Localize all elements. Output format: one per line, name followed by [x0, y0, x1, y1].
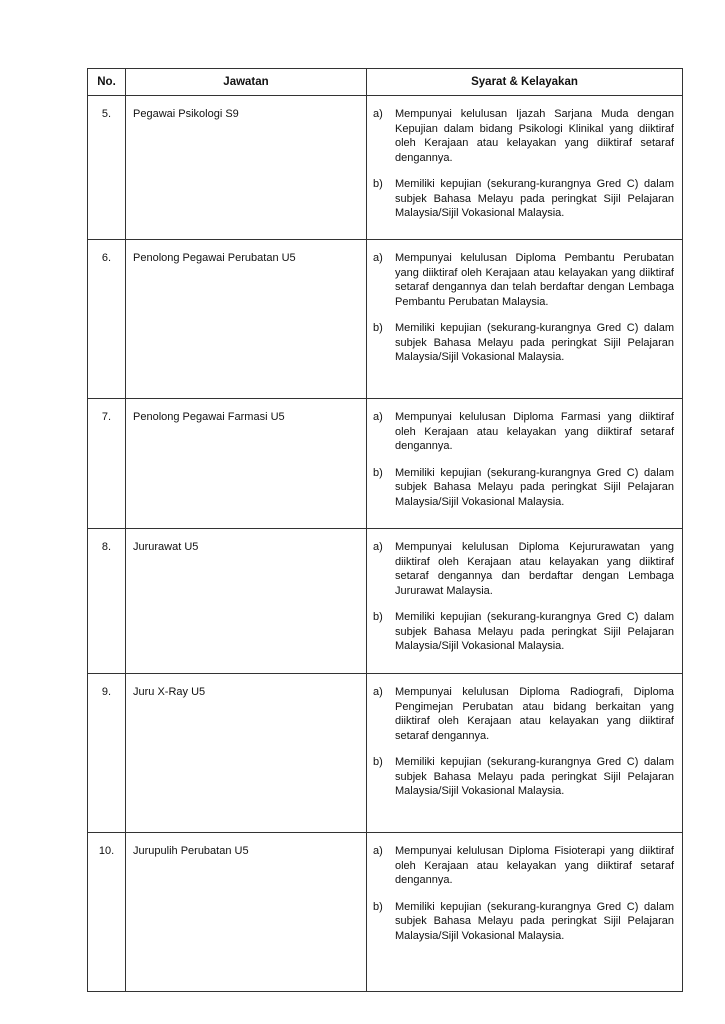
- requirement-letter: a): [373, 541, 383, 553]
- requirement-item: [373, 610, 674, 654]
- position-title: Jururawat U5: [126, 529, 367, 674]
- table-row: [88, 833, 683, 992]
- requirement-text: Memiliki kepujian (sekurang-kurangnya Gred C) dalam subjek Bahasa Melayu pada peringkat Sijil Pelajaran Malaysia/Sijil Vokasional Malaysia.: [395, 756, 674, 797]
- requirements-cell: [367, 96, 683, 240]
- requirements-cell: [367, 833, 683, 992]
- requirements-cell: [367, 529, 683, 674]
- requirement-item: [373, 900, 674, 944]
- requirement-letter: b): [373, 466, 383, 479]
- position-title: Jurupulih Perubatan U5: [126, 833, 367, 992]
- position-title: Penolong Pegawai Farmasi U5: [126, 399, 367, 529]
- requirement-letter: b): [373, 178, 383, 190]
- requirement-letter: a): [373, 252, 383, 264]
- requirement-text: Memiliki kepujian (sekurang-kurangnya Gred C) dalam subjek Bahasa Melayu pada peringkat Sijil Pelajaran Malaysia/Sijil Vokasional Malaysia.: [395, 466, 674, 508]
- requirements-cell: [367, 240, 683, 399]
- requirement-item: [373, 177, 674, 221]
- requirement-text: Mempunyai kelulusan Ijazah Sarjana Muda dengan Kepujian dalam bidang Psikologi Klinikal yang diiktiraf oleh Kerajaan atau kelayakan yang diiktiraf setaraf dengannya.: [395, 108, 674, 164]
- position-title: Penolong Pegawai Perubatan U5: [126, 240, 367, 399]
- requirement-text: Memiliki kepujian (sekurang-kurangnya Gred C) dalam subjek Bahasa Melayu pada peringkat Sijil Pelajaran Malaysia/Sijil Vokasional Malaysia.: [395, 322, 674, 363]
- row-number: 6.: [88, 240, 126, 399]
- requirement-item: [373, 755, 674, 799]
- requirement-letter: b): [373, 900, 383, 913]
- table-row: [88, 529, 683, 674]
- requirement-text: Memiliki kepujian (sekurang-kurangnya Gred C) dalam subjek Bahasa Melayu pada peringkat Sijil Pelajaran Malaysia/Sijil Vokasional Malaysia.: [395, 900, 674, 942]
- table-row: [88, 399, 683, 529]
- requirement-letter: a): [373, 108, 383, 120]
- requirement-letter: a): [373, 686, 383, 698]
- requirement-item: [373, 107, 674, 165]
- table-row: [88, 240, 683, 399]
- requirement-item: [373, 321, 674, 365]
- position-title: Pegawai Psikologi S9: [126, 96, 367, 240]
- requirement-text: Mempunyai kelulusan Diploma Kejururawatan yang diiktiraf oleh Kerajaan atau kelayakan yang diiktiraf setaraf dengannya dan berdaftar dengan Lembaga Jururawat Malaysia.: [395, 541, 674, 597]
- requirement-text: Mempunyai kelulusan Diploma Fisioterapi yang diiktiraf oleh Kerajaan atau kelayakan yang diiktiraf setaraf dengannya.: [395, 845, 674, 886]
- requirement-text: Mempunyai kelulusan Diploma Farmasi yang diiktiraf oleh Kerajaan atau kelayakan yang diiktiraf setaraf dengannya.: [395, 411, 674, 452]
- requirement-item: [373, 844, 674, 888]
- requirement-text: Memiliki kepujian (sekurang-kurangnya Gred C) dalam subjek Bahasa Melayu pada peringkat Sijil Pelajaran Malaysia/Sijil Vokasional Malaysia.: [395, 611, 674, 652]
- table-row: [88, 96, 683, 240]
- requirement-item: [373, 685, 674, 743]
- header-position: Jawatan: [126, 69, 367, 96]
- requirement-item: [373, 410, 674, 454]
- requirement-letter: b): [373, 756, 383, 768]
- table-header-row: [88, 69, 683, 96]
- requirement-letter: a): [373, 845, 383, 857]
- row-number: 10.: [88, 833, 126, 992]
- requirement-item: [373, 540, 674, 598]
- row-number: 5.: [88, 96, 126, 240]
- header-no: No.: [88, 69, 126, 96]
- requirement-letter: b): [373, 322, 383, 334]
- requirement-text: Mempunyai kelulusan Diploma Radiografi, Diploma Pengimejan Perubatan atau bidang berkaitan yang diiktiraf oleh Kerajaan atau kelayakan yang diiktiraf setaraf dengannya.: [395, 686, 674, 742]
- requirement-text: Mempunyai kelulusan Diploma Pembantu Perubatan yang diiktiraf oleh Kerajaan atau kelayakan yang diiktiraf setaraf dengannya dan telah berdaftar dengan Lembaga Pembantu Perubatan Malaysia.: [395, 252, 674, 308]
- header-requirements: Syarat & Kelayakan: [367, 69, 683, 96]
- row-number: 9.: [88, 674, 126, 833]
- requirements-table: [87, 68, 683, 992]
- row-number: 7.: [88, 399, 126, 529]
- requirements-cell: [367, 674, 683, 833]
- requirement-letter: b): [373, 611, 383, 623]
- table-row: [88, 674, 683, 833]
- requirement-letter: a): [373, 411, 383, 423]
- row-number: 8.: [88, 529, 126, 674]
- requirement-item: [373, 251, 674, 309]
- position-title: Juru X-Ray U5: [126, 674, 367, 833]
- requirements-cell: [367, 399, 683, 529]
- requirement-item: [373, 466, 674, 510]
- document-page: [87, 68, 682, 992]
- requirement-text: Memiliki kepujian (sekurang-kurangnya Gred C) dalam subjek Bahasa Melayu pada peringkat Sijil Pelajaran Malaysia/Sijil Vokasional Malaysia.: [395, 178, 674, 219]
